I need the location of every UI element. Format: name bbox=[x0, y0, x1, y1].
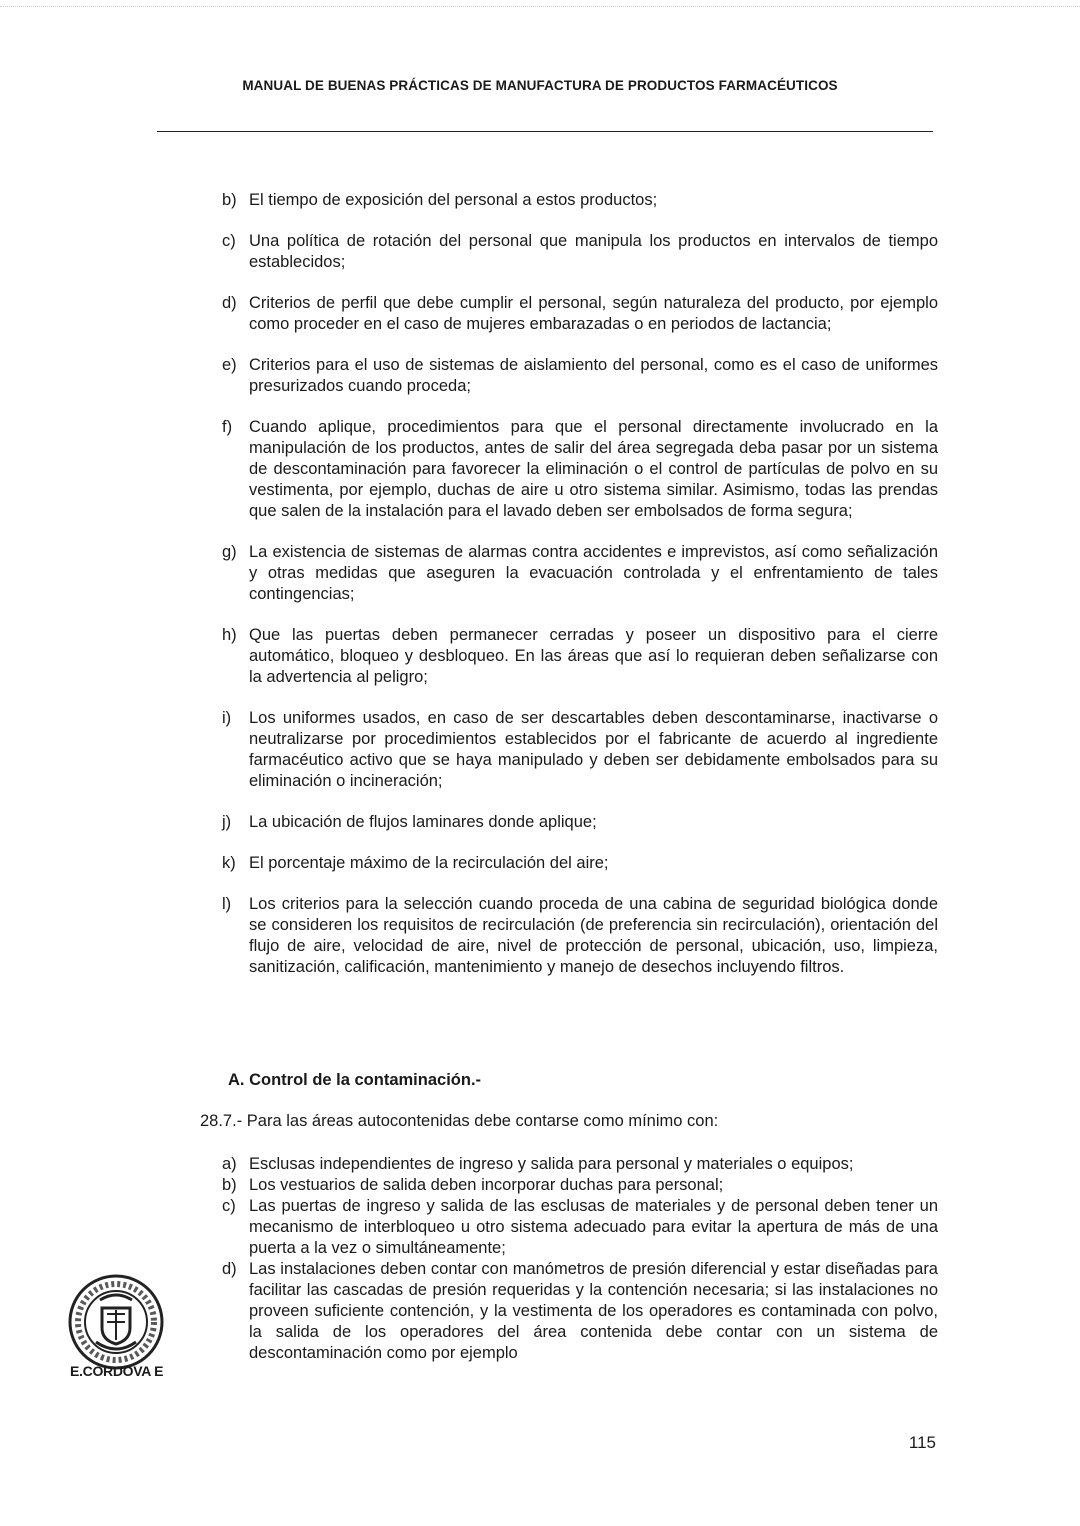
list-item bbox=[222, 355, 938, 397]
list-item-text: Criterios de perfil que debe cumplir el personal, según naturaleza del producto, por ejemplo como proceder en el caso de mujeres embarazadas o en periodos de lactancia; bbox=[249, 294, 938, 333]
requirements-list bbox=[222, 1154, 938, 1364]
list-marker: d) bbox=[222, 1260, 237, 1278]
list-item bbox=[222, 1175, 938, 1196]
paragraph-text: Para las áreas autocontenidas debe contarse como mínimo con: bbox=[242, 1112, 719, 1130]
page-number: 115 bbox=[908, 1433, 936, 1452]
list-item-text: Esclusas independientes de ingreso y salida para personal y materiales o equipos; bbox=[249, 1155, 854, 1173]
list-item-text: Los uniformes usados, en caso de ser descartables deben descontaminarse, inactivarse o neutralizarse por procedimientos establecidos por el fabricante de acuerdo al ingrediente farmacéutico activo que se haya manipulado y deben ser debidamente embolsados para su eliminación o incineración; bbox=[249, 709, 938, 790]
list-marker: e) bbox=[222, 356, 237, 374]
list-item bbox=[222, 625, 938, 688]
list-item-text: Los criterios para la selección cuando proceda de una cabina de seguridad biológica donde se consideren los requisitos de recirculación (de preferencia sin recirculación), orientación del flujo de aire, velocidad de aire, nivel de protección de personal, ubicación, uso, limpieza, sanitización, calificación, mantenimiento y manejo de desechos incluyendo filtros. bbox=[249, 895, 938, 976]
list-item bbox=[222, 894, 938, 978]
page-header: MANUAL DE BUENAS PRÁCTICAS DE MANUFACTURA DE PRODUCTOS FARMACÉUTICOS bbox=[242, 78, 838, 93]
list-marker: j) bbox=[222, 813, 232, 831]
list-item bbox=[222, 231, 938, 273]
list-item bbox=[222, 1154, 938, 1175]
list-item bbox=[222, 417, 938, 522]
list-item-text: La existencia de sistemas de alarmas contra accidentes e imprevistos, así como señalización y otras medidas que aseguren la evacuación controlada y el enfrentamiento de tales contingencias; bbox=[249, 543, 938, 603]
list-item-text: Criterios para el uso de sistemas de aislamiento del personal, como es el caso de uniformes presurizados cuando proceda; bbox=[249, 356, 938, 395]
list-marker: c) bbox=[222, 1197, 236, 1215]
stamp-name: E.CÓRDOVA E bbox=[70, 1363, 164, 1379]
list-marker: h) bbox=[222, 626, 237, 644]
list-item bbox=[222, 190, 938, 211]
list-marker: l) bbox=[222, 895, 232, 913]
list-item bbox=[222, 293, 938, 335]
list-item-text: Las instalaciones deben contar con manómetros de presión diferencial y estar diseñadas para facilitar las cascadas de presión requeridas y la contención necesaria; si las instalaciones no proveen suficiente contención, y la vestimenta de los operadores es contaminada con polvo, la salida de los operadores del área contenida debe contar con un sistema de descontaminación como por ejemplo bbox=[249, 1260, 938, 1362]
list-item-text: Una política de rotación del personal que manipula los productos en intervalos de tiempo establecidos; bbox=[249, 232, 938, 271]
criteria-list bbox=[222, 190, 938, 998]
list-item bbox=[222, 1259, 938, 1364]
scan-artifact-line bbox=[0, 6, 1080, 21]
list-marker: c) bbox=[222, 232, 236, 250]
list-item-text: Los vestuarios de salida deben incorporar duchas para personal; bbox=[249, 1176, 724, 1194]
seal-icon bbox=[62, 1272, 170, 1372]
paragraph-number: 28.7.- bbox=[200, 1112, 243, 1130]
list-item bbox=[222, 812, 938, 833]
list-item bbox=[222, 542, 938, 605]
list-item-text: El porcentaje máximo de la recirculación del aire; bbox=[249, 854, 609, 872]
list-item-text: Que las puertas deben permanecer cerradas y poseer un dispositivo para el cierre automático, bloqueo y desbloqueo. En las áreas que así lo requieran deben señalizarse con la advertencia al peligro; bbox=[249, 626, 938, 686]
list-marker: i) bbox=[222, 709, 232, 727]
list-marker: a) bbox=[222, 1155, 237, 1173]
list-marker: f) bbox=[222, 418, 233, 436]
list-item bbox=[222, 853, 938, 874]
list-item bbox=[222, 1196, 938, 1259]
section-title: A. Control de la contaminación.- bbox=[228, 1071, 482, 1089]
paragraph-28-7 bbox=[200, 1111, 940, 1132]
list-marker: g) bbox=[222, 543, 237, 561]
list-item-text: Cuando aplique, procedimientos para que el personal directamente involucrado en la manipulación de los productos, antes de salir del área segregada deba pasar por un sistema de descontaminación para favorecer la eliminación o el control de partículas de polvo en su vestimenta, por ejemplo, duchas de aire u otro sistema similar. Asimismo, todas las prendas que salen de la instalación para el lavado deben ser embolsados de forma segura; bbox=[249, 418, 938, 520]
list-item-text: La ubicación de flujos laminares donde aplique; bbox=[249, 813, 597, 831]
list-marker: d) bbox=[222, 294, 237, 312]
list-item-text: Las puertas de ingreso y salida de las esclusas de materiales y de personal deben tener un mecanismo de interbloqueo u otro sistema adecuado para evitar la apertura de más de una puerta a la vez o simultáneamente; bbox=[249, 1197, 938, 1257]
list-item-text: El tiempo de exposición del personal a estos productos; bbox=[249, 191, 658, 209]
list-marker: b) bbox=[222, 191, 237, 209]
list-marker: b) bbox=[222, 1176, 237, 1194]
list-item bbox=[222, 708, 938, 792]
list-marker: k) bbox=[222, 854, 236, 872]
header-divider bbox=[157, 131, 933, 132]
